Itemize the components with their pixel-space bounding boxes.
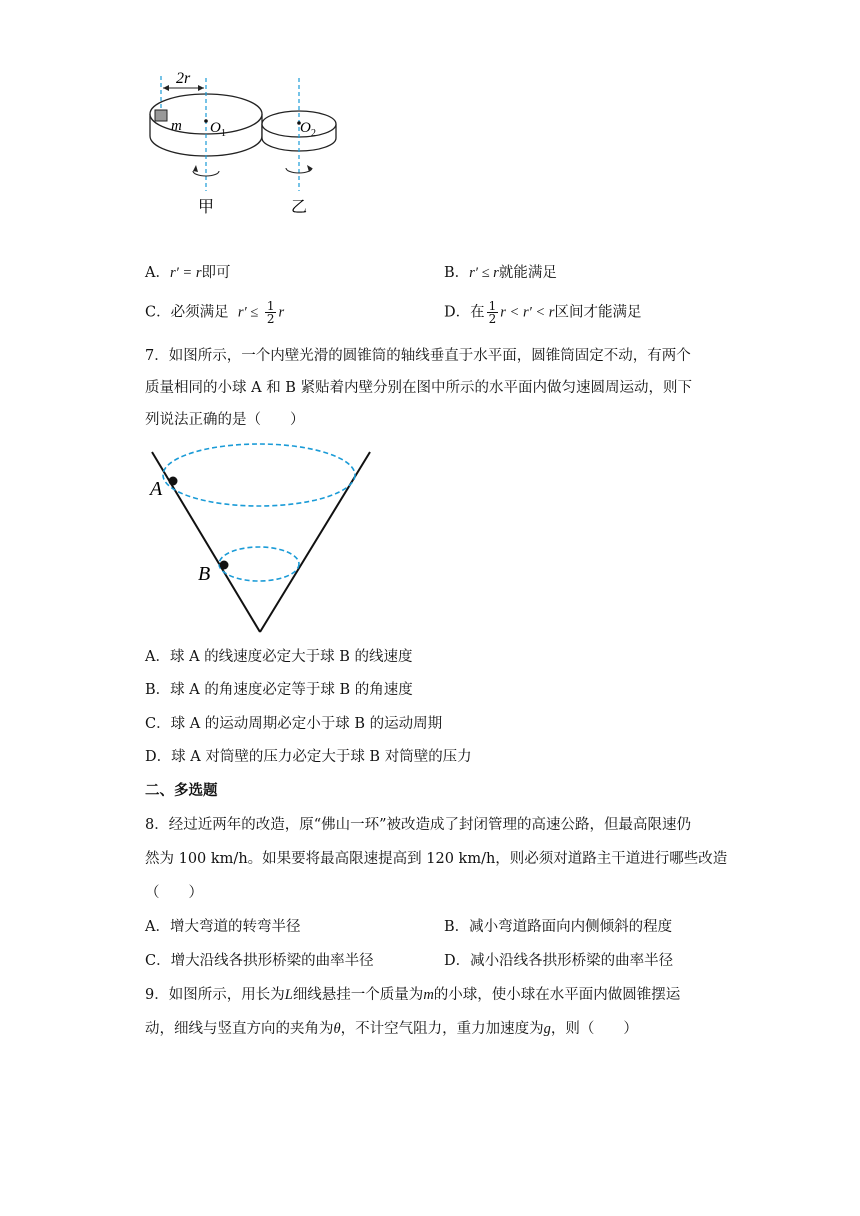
label-o2: O <box>300 120 311 136</box>
q6-option-c <box>145 300 284 326</box>
q8-option-a: A．增大弯道的转弯半径 <box>145 919 301 935</box>
q6-d-fraction: $\frac{1}{2}$ <box>488 299 497 326</box>
q9-stem-line2: 动，细线与竖直方向的夹角为θ，不计空气阻力，重力加速度为g，则（ ） <box>145 1021 638 1037</box>
cone-left-wall <box>152 452 260 632</box>
q6-b-prefix: B． <box>444 265 470 281</box>
cone-figure <box>140 440 380 640</box>
q7-stem-line3: 列说法正确的是（ ） <box>145 412 305 428</box>
q8-stem-line1: 8．经过近两年的改造，原“佛山一环”被改造成了封闭管理的高速公路，但最高限速仍 <box>145 817 692 833</box>
q6-c-math-right: r <box>278 304 285 321</box>
q9-var-L: L <box>284 987 293 1003</box>
label-ball-a: A <box>150 478 163 500</box>
label-o2-sub: 2 <box>311 128 316 139</box>
q7-stem-line1: 7．如图所示，一个内壁光滑的圆锥筒的轴线垂直于水平面，圆锥筒固定不动，有两个 <box>145 348 691 364</box>
q7-option-b: B．球 A 的角速度必定等于球 B 的角速度 <box>145 682 413 698</box>
q6-b-math: r′ ≤ r <box>469 265 499 281</box>
q8-option-b: B．减小弯道路面向内侧倾斜的程度 <box>444 919 673 935</box>
q6-option-d <box>444 300 641 326</box>
section-title-multi-choice: 二、多选题 <box>145 782 218 799</box>
q7-option-a: A．球 A 的线速度必定大于球 B 的线速度 <box>145 649 413 665</box>
q7-option-d: D．球 A 对筒壁的压力必定大于球 B 对筒壁的压力 <box>145 749 472 765</box>
caption-jia: 甲 <box>198 199 215 216</box>
ball-b <box>220 561 229 570</box>
q8-option-c: C．增大沿线各拱形桥梁的曲率半径 <box>145 953 374 969</box>
label-ball-b: B <box>198 563 211 585</box>
q6-d-prefix: D．在 <box>444 304 485 321</box>
center-o1 <box>204 119 208 123</box>
q8-option-d: D．减小沿线各拱形桥梁的曲率半径 <box>444 953 674 969</box>
label-m: m <box>171 118 182 134</box>
q6-option-b <box>444 263 557 283</box>
q6-d-text: 区间才能满足 <box>554 304 642 321</box>
q8-stem-line3: （ ） <box>145 885 203 901</box>
q6-option-a <box>145 263 230 283</box>
discs-figure <box>140 66 380 226</box>
q6-c-math-left: r′ ≤ <box>237 304 259 321</box>
q6-c-fraction: $\frac{1}{2}$ <box>266 299 275 326</box>
q9-var-g: g <box>543 1021 551 1037</box>
orbit-b <box>219 547 299 581</box>
q6-a-math: r′ = r <box>169 265 202 281</box>
q6-a-prefix: A． <box>145 265 170 281</box>
label-o1: O <box>210 120 221 136</box>
q6-c-prefix: C．必须满足 <box>145 304 229 321</box>
orbit-a <box>163 444 355 506</box>
label-2r: 2r <box>176 70 191 87</box>
caption-yi: 乙 <box>291 199 308 216</box>
block-m <box>155 110 167 121</box>
q9-stem-line1: 9．如图所示，用长为L细线悬挂一个质量为m的小球，使小球在水平面内做圆锥摆运 <box>145 987 681 1003</box>
q6-d-math: r < r′ < r <box>500 304 555 321</box>
q7-stem-line2: 质量相同的小球 A 和 B 紧贴着内壁分别在图中所示的水平面内做匀速圆周运动，则下 <box>145 380 693 396</box>
q9-var-theta: θ <box>333 1021 341 1037</box>
q6-b-text: 就能满足 <box>498 265 557 281</box>
disc-jia <box>150 94 262 156</box>
label-o1-sub: 1 <box>221 128 226 139</box>
q9-var-m: m <box>423 987 434 1003</box>
q7-option-c: C．球 A 的运动周期必定小于球 B 的运动周期 <box>145 716 443 732</box>
ball-a <box>169 477 178 486</box>
q6-a-text: 即可 <box>201 265 231 281</box>
q8-stem-line2: 然为 100 km/h。如果要将最高限速提高到 120 km/h，则必须对道路主干道进行哪些改造 <box>145 851 728 867</box>
